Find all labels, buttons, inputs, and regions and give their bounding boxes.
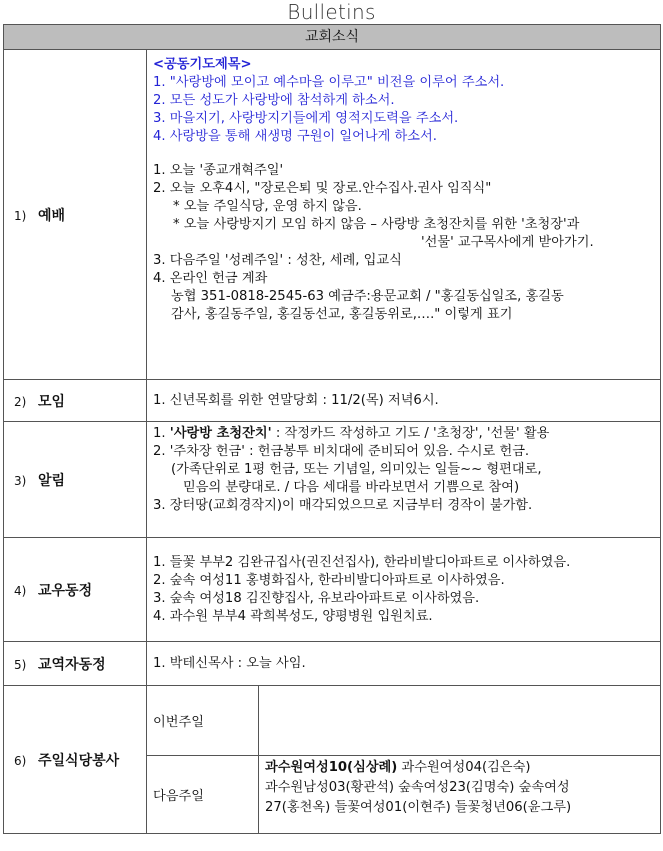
meeting-label [4,380,147,422]
prayer-item: 3. 마을지기, 사랑방지기들에게 영적지도력을 주소서. [153,111,459,126]
bank-account: 농협 351-0818-2545-63 예금주:용문교회 / "홍길동십일조, 홍길동 [171,289,564,304]
prayer-item: 4. 사랑방을 통해 새생명 구원이 일어나게 하소서. [153,129,437,144]
meeting-num: 2) [14,394,27,409]
next-week-lead: 과수원여성10(심상례) [265,760,398,775]
prayer-title: <공동기도제목> [153,57,252,72]
next-week-rest: 과수원여성04(김은숙) [397,760,531,775]
prayer-item: 1. "사랑방에 모이고 예수마을 이루고" 비전을 이루어 주소서. [153,75,505,90]
this-week-value [259,686,661,756]
notice-label [4,422,147,538]
notice-num: 3) [14,473,27,488]
members-item: 1. 들꽃 부부2 김완규집사(권진선집사), 한라비발디아파트로 이사하였음. [153,554,571,570]
staff-title: 교역자동정 [38,656,106,673]
members-item: 3. 숲속 여성18 김진향집사, 유보라아파트로 이사하였음. [153,590,480,606]
members-num: 4) [14,583,27,598]
notice-title: 알림 [38,472,66,489]
members-content [147,538,661,642]
next-week-line: 27(홍천옥) 들꽃여성01(이현주) 들꽃청년06(윤그루) [265,800,572,815]
notice-item-bold: '사랑방 초청잔치' [169,426,272,441]
meeting-title: 모임 [38,393,66,410]
page-title: Bulletins [287,0,376,24]
meeting-content [147,380,661,422]
dining-label [4,686,147,834]
worship-item: 2. 오늘 오후4시, "장로은퇴 및 장로.안수집사.권사 임직식" [153,181,492,196]
next-week-line [265,758,654,778]
notice-item-cont: (가족단위로 1평 헌금, 또는 기념일, 의미있는 일들~~ 형편대로, [171,462,542,477]
worship-label [4,50,147,380]
this-week-label: 이번주일 [147,686,259,756]
worship-subitem-cont: '선물' 교구목사에게 받아가기. [421,235,594,250]
notice-item: 3. 장터땅(교회경작지)이 매각되었으므로 지금부터 경작이 불가함. [153,498,533,513]
section-header: 교회소식 [4,25,661,50]
worship-item: 1. 오늘 '종교개혁주일' [153,163,284,178]
next-week-label: 다음주일 [147,756,259,834]
members-item: 2. 숲속 여성11 홍병화집사, 한라비발디아파트로 이사하였음. [153,572,505,588]
members-item: 4. 과수원 부부4 곽희복성도, 양평병원 입원치료. [153,608,433,624]
dining-num: 6) [14,753,27,768]
bulletin-table [3,24,661,834]
staff-item: 1. 박테신목사 : 오늘 사임. [153,655,306,671]
notice-content [147,422,661,538]
worship-subitem: * 오늘 사랑방지기 모임 하지 않음 – 사랑방 초청잔치를 위한 '초청장'과 [173,217,580,232]
staff-num: 5) [14,657,27,672]
notice-item: 2. '주차장 헌금' : 헌금봉투 비치대에 준비되어 있음. 수시로 헌금. [153,444,530,459]
staff-label [4,642,147,686]
worship-item: 3. 다음주일 '성례주일' : 성찬, 세례, 입교식 [153,253,402,268]
meeting-item: 1. 신년목회를 위한 연말당회 : 11/2(목) 저녁6시. [153,392,439,408]
next-week-line: 과수원남성03(황관석) 숲속여성23(김명숙) 숲속여성 [265,780,570,795]
worship-subitem: * 오늘 주일식당, 운영 하지 않음. [173,199,362,214]
worship-title: 예배 [38,207,66,224]
members-title: 교우동정 [38,582,93,599]
next-week-value [259,756,661,834]
notice-item-prefix: 1. [153,426,170,441]
members-label [4,538,147,642]
notice-item [153,425,654,443]
notice-item-cont: 믿음의 분량대로. / 다음 세대를 바라보면서 기쁨으로 참여) [183,480,520,495]
worship-num: 1) [14,208,27,223]
staff-content [147,642,661,686]
dining-title: 주일식당봉사 [38,752,120,769]
bank-account-note: 감사, 홍길동주일, 홍길동선교, 홍길동위로,…." 이렇게 표기 [171,307,513,322]
worship-content [147,50,661,380]
worship-item: 4. 온라인 헌금 계좌 [153,271,268,286]
notice-item-rest: : 작정카드 작성하고 기도 / '초청장', '선물' 활용 [271,426,550,441]
prayer-item: 2. 모든 성도가 사랑방에 참석하게 하소서. [153,93,395,108]
